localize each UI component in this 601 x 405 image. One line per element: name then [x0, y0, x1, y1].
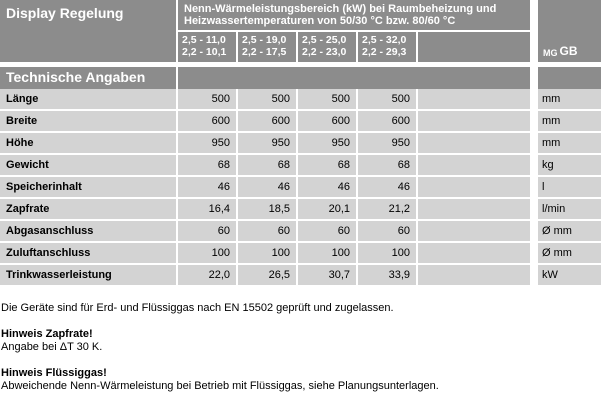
section-fill: [178, 67, 530, 89]
row-unit: Ø mm: [538, 243, 601, 263]
model-range-1-line1: 2,5 - 11,0: [182, 34, 226, 46]
empty-header-cell: [418, 32, 530, 62]
row-value: 100: [238, 243, 296, 263]
row-value: 60: [238, 221, 296, 241]
row-empty-cell: [418, 243, 530, 263]
row-value: 30,7: [298, 265, 356, 285]
row-empty-cell: [418, 199, 530, 219]
row-value: 60: [298, 221, 356, 241]
row-value: 100: [298, 243, 356, 263]
row-value: 20,1: [298, 199, 356, 219]
row-value: 46: [298, 177, 356, 197]
model-range-4-line2: 2,2 - 29,3: [362, 46, 407, 58]
row-unit: l: [538, 177, 601, 197]
power-range-description-line2: Heizwassertemperaturen von 50/30 °C bzw. 80/60 °C: [184, 15, 456, 27]
power-range-description-line1: Nenn-Wärmeleistungsbereich (kW) bei Raumbeheizung und: [184, 3, 497, 15]
row-value: 46: [178, 177, 236, 197]
model-range-2-line1: 2,5 - 19,0: [242, 34, 287, 46]
row-value: 950: [178, 133, 236, 153]
row-value: 500: [298, 89, 356, 109]
row-label: Trinkwasserleistung: [0, 265, 176, 285]
model-range-1: [178, 32, 236, 62]
row-label: Abgasanschluss: [0, 221, 176, 241]
row-unit: mm: [538, 111, 601, 131]
row-label: Speicherinhalt: [0, 177, 176, 197]
row-value: 33,9: [358, 265, 416, 285]
row-value: 950: [238, 133, 296, 153]
model-range-2-line2: 2,2 - 17,5: [242, 46, 287, 58]
row-value: 100: [358, 243, 416, 263]
hint-fluessiggas-title: Hinweis Flüssiggas!: [1, 367, 107, 379]
row-value: 600: [298, 111, 356, 131]
row-value: 22,0: [178, 265, 236, 285]
row-label: Höhe: [0, 133, 176, 153]
model-range-3-line2: 2,2 - 23,0: [302, 46, 347, 58]
row-value: 60: [358, 221, 416, 241]
row-empty-cell: [418, 89, 530, 109]
row-value: 68: [238, 155, 296, 175]
row-label: Zapfrate: [0, 199, 176, 219]
row-empty-cell: [418, 155, 530, 175]
row-value: 18,5: [238, 199, 296, 219]
row-label: Zuluftanschluss: [0, 243, 176, 263]
row-value: 500: [358, 89, 416, 109]
row-label: Gewicht: [0, 155, 176, 175]
row-empty-cell: [418, 265, 530, 285]
country-code: GB: [559, 44, 578, 58]
section-title-cell: [0, 67, 176, 89]
row-unit: mm: [538, 133, 601, 153]
row-value: 68: [358, 155, 416, 175]
model-range-3-line1: 2,5 - 25,0: [302, 34, 347, 46]
row-unit: l/min: [538, 199, 601, 219]
power-range-description: [178, 0, 530, 30]
row-value: 600: [358, 111, 416, 131]
hint-zapfrate-text: Angabe bei ΔT 30 K.: [1, 341, 103, 353]
model-range-3: [298, 32, 356, 62]
row-value: 950: [298, 133, 356, 153]
table-title-cell: [0, 0, 176, 62]
row-unit: mm: [538, 89, 601, 109]
row-value: 21,2: [358, 199, 416, 219]
row-empty-cell: [418, 221, 530, 241]
row-value: 46: [238, 177, 296, 197]
row-value: 500: [238, 89, 296, 109]
row-label: Länge: [0, 89, 176, 109]
row-value: 68: [298, 155, 356, 175]
row-value: 60: [178, 221, 236, 241]
approval-note: Die Geräte sind für Erd- und Flüssiggas nach EN 15502 geprüft und zugelassen.: [1, 302, 394, 314]
country-code-cell: [538, 0, 601, 62]
row-value: 600: [178, 111, 236, 131]
section-unit-fill: [538, 67, 601, 89]
row-empty-cell: [418, 133, 530, 153]
row-empty-cell: [418, 177, 530, 197]
table-title: Display Regelung: [6, 5, 124, 21]
row-value: 100: [178, 243, 236, 263]
row-value: 16,4: [178, 199, 236, 219]
country-code-prefix: MG: [543, 48, 558, 58]
row-value: 950: [358, 133, 416, 153]
row-value: 26,5: [238, 265, 296, 285]
model-range-1-line2: 2,2 - 10,1: [182, 46, 227, 58]
row-label: Breite: [0, 111, 176, 131]
row-unit: Ø mm: [538, 221, 601, 241]
row-unit: kW: [538, 265, 601, 285]
row-value: 600: [238, 111, 296, 131]
row-unit: kg: [538, 155, 601, 175]
row-value: 68: [178, 155, 236, 175]
hint-fluessiggas-text: Abweichende Nenn-Wärmeleistung bei Betrieb mit Flüssiggas, siehe Planungsunterlagen.: [1, 380, 439, 392]
row-value: 500: [178, 89, 236, 109]
row-empty-cell: [418, 111, 530, 131]
model-range-2: [238, 32, 296, 62]
model-range-4: [358, 32, 416, 62]
hint-zapfrate-title: Hinweis Zapfrate!: [1, 328, 93, 340]
row-value: 46: [358, 177, 416, 197]
model-range-4-line1: 2,5 - 32,0: [362, 34, 407, 46]
section-title: Technische Angaben: [6, 69, 146, 85]
notes: [1, 302, 599, 393]
